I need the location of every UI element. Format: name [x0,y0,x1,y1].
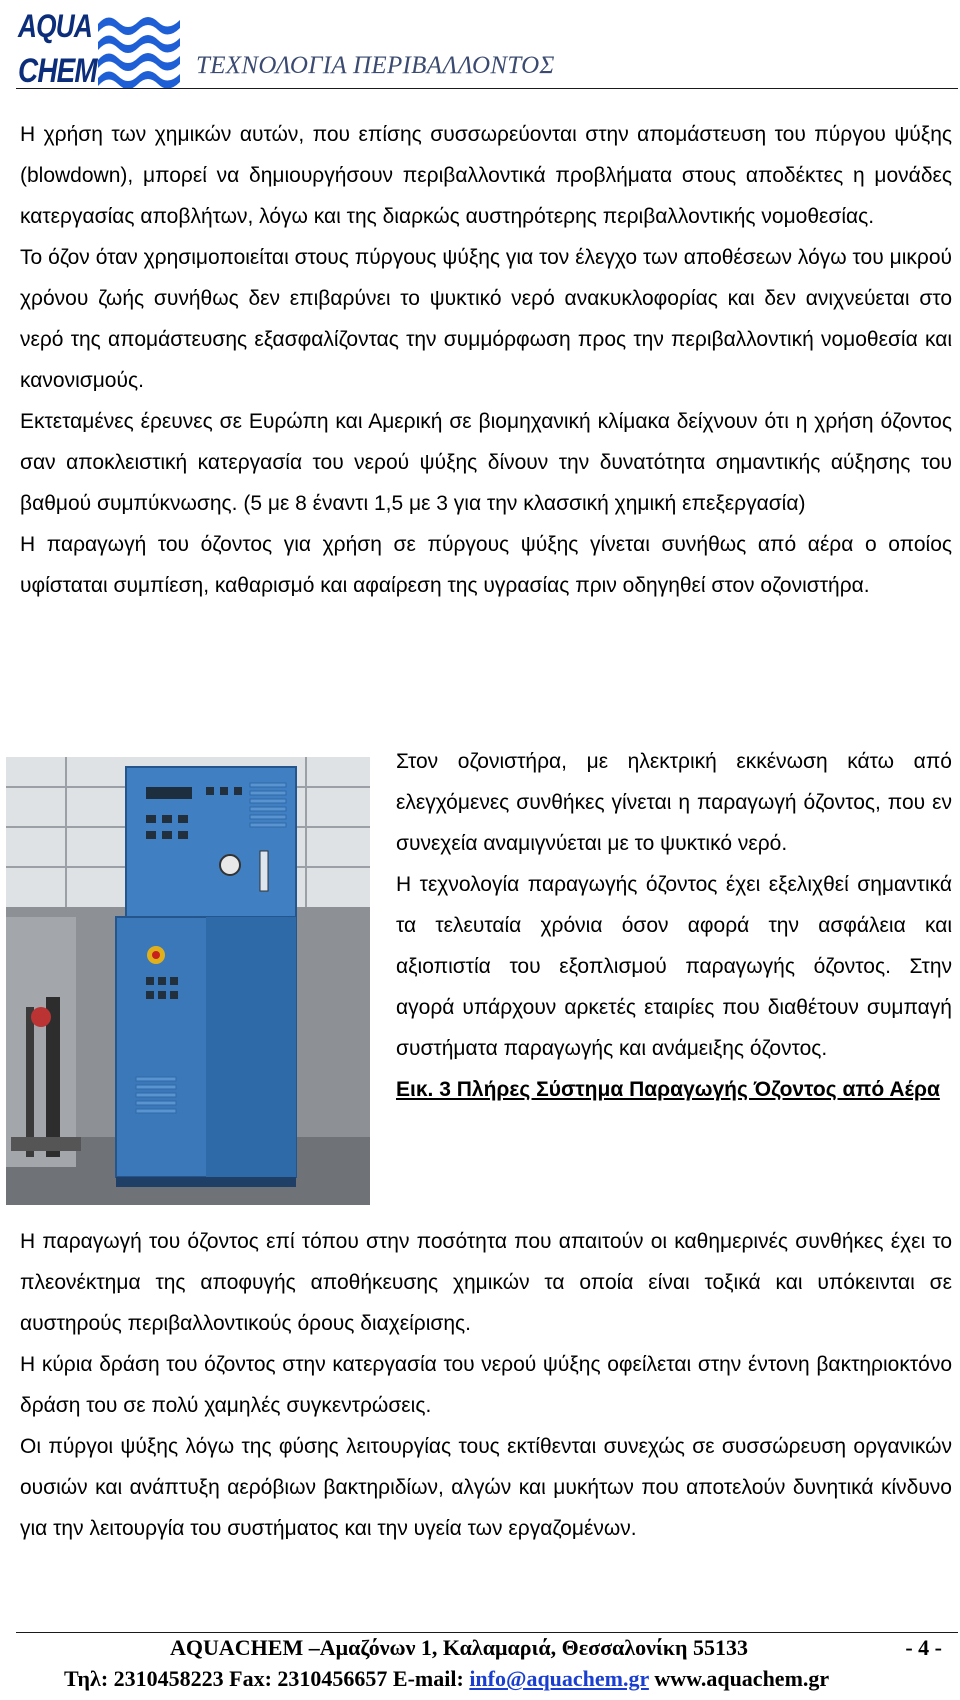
footer-divider [16,1632,958,1633]
paragraph: Οι πύργοι ψύξης λόγω της φύσης λειτουργίας τους εκτίθενται συνεχώς σε συσσώρευση οργανικών ουσιών και ανάπτυξη αερόβιων βακτηριδίων, αλγών και μυκήτων που αποτελούν δυνητικά κίνδυνο για την λειτουργία του συστήματος και την υγεία των εργαζομένων. [20,1435,952,1540]
paragraph: Στον οζονιστήρα, με ηλεκτρική εκκένωση κάτω από ελεγχόμενες συνθήκες γίνεται η παραγωγή όζοντος, που εν συνεχεία αναμιγνύεται με το ψυκτικό νερό. [396,750,952,855]
logo-text-aqua: AQUA [18,8,92,44]
figure-caption: Εικ. 3 Πλήρες Σύστημα Παραγωγής Όζοντος από Αέρα [396,1078,940,1101]
footer-website: www.aquachem.gr [648,1666,830,1691]
paragraph: Εκτεταμένες έρευνες σε Ευρώπη και Αμερική σε βιομηχανική κλίμακα δείχνουν ότι η χρήση όζοντος σαν αποκλειστική κατεργασία του νερού ψύξης δίνουν την δυνατότητα σημαντικής αύξησης του βαθμού συμπύκνωσης. (5 με 8 έναντι 1,5 με 3 για την κλασσική χημική επεξεργασία) [20,410,952,515]
paragraph: Η κύρια δράση του όζοντος στην κατεργασία του νερού ψύξης οφείλεται στην έντονη βακτηριοκτόνο δράση του σε πολύ χαμηλές συγκεντρώσεις. [20,1353,952,1417]
body-text-bottom [20,1221,952,1549]
footer-phone-fax: Τηλ: 2310458223 Fax: 2310456657 E-mail: [64,1666,470,1691]
logo-text-chem: CHEM [18,52,97,90]
paragraph: Η τεχνολογία παραγωγής όζοντος έχει εξελιχθεί σημαντικά τα τελευταία χρόνια όσον αφορά την ασφάλεια και αξιοπιστία του εξοπλισμού παραγωγής όζοντος. Στην αγορά υπάρχουν αρκετές εταιρίες που διαθέτουν συμπαγή συστήματα παραγωγής και ανάμειξης όζοντος. [396,873,952,1060]
ozone-generator-photo [6,757,370,1205]
paragraph: Η παραγωγή του όζοντος επί τόπου στην ποσότητα που απαιτούν οι καθημερινές συνθήκες έχει το πλεονέκτημα της αποφυγής αποθήκευσης χημικών τα οποία είναι τοξικά και υπόκεινται σε αυστηρούς περιβαλλοντικούς όρους διαχείρισης. [20,1230,952,1335]
footer-contact [64,1666,829,1692]
paragraph: Το όζον όταν χρησιμοποιείται στους πύργους ψύξης για τον έλεγχο των αποθέσεων λόγω του μικρού χρόνου ζωής συνήθως δεν επιβαρύνει το ψυκτικό νερό ανακυκλοφορίας και δεν ανιχνεύεται στο νερό της απομάστευσης εξασφαλίζοντας την συμμόρφωση προς την περιβαλλοντική νομοθεσία και κανονισμούς. [20,246,952,392]
header-divider [16,88,958,89]
waves-icon [94,10,182,94]
paragraph: Η παραγωγή του όζοντος για χρήση σε πύργους ψύξης γίνεται συνήθως από αέρα ο οποίος υφίσταται συμπίεση, καθαρισμό και αφαίρεση της υγρασίας πριν οδηγηθεί στον οζονιστήρα. [20,533,952,597]
footer-address: AQUACHEM –Αμαζόνων 1, Καλαμαριά, Θεσσαλονίκη 55133 [170,1635,748,1660]
body-text-top [20,114,952,606]
paragraph: Η χρήση των χημικών αυτών, που επίσης συσσωρεύονται στην απομάστευση του πύργου ψύξης (blowdown), μπορεί να δημιουργήσουν περιβαλλοντικά προβλήματα στους αποδέκτες η μονάδες κατεργασίας αποβλήτων, λόγω και της διαρκώς αυστηρότερης περιβαλλοντικής νομοθεσίας. [20,123,952,228]
email-link[interactable]: info@aquachem.gr [469,1666,649,1691]
header-title: ΤΕΧΝΟΛΟΓΙΑ ΠΕΡΙΒΑΛΛΟΝΤΟΣ [196,52,555,79]
aquachem-logo [18,8,180,92]
page-number: - 4 - [905,1635,942,1660]
figure-side-text [396,741,952,1110]
